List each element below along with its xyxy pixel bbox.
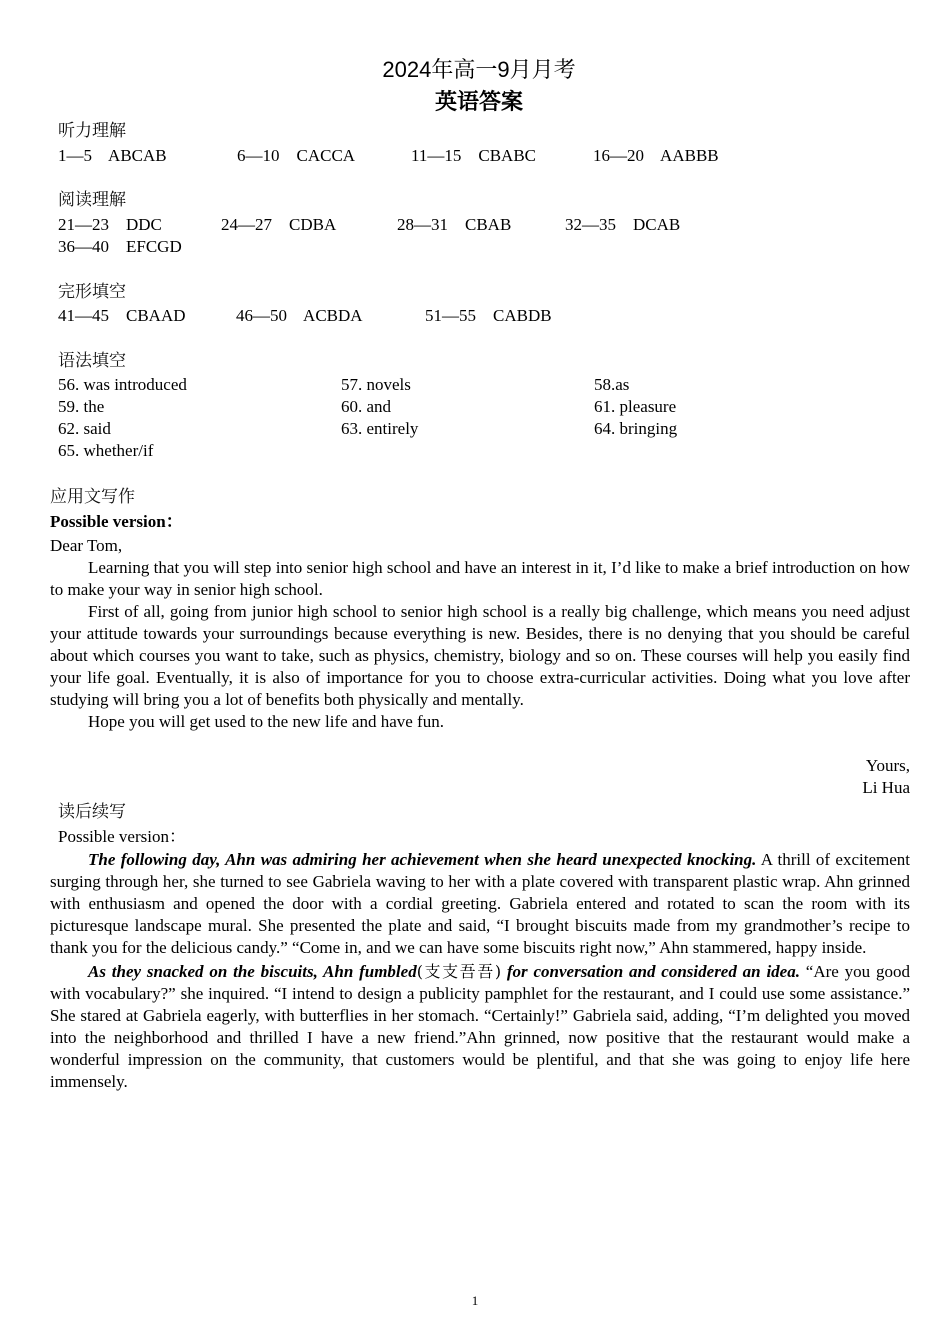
grammar-answer: 60. and (341, 397, 392, 416)
letter-paragraph: Learning that you will step into senior high school and have an interest in it, I’d like to make a brief introduction on how to make your way in senior high school. (50, 558, 910, 599)
section-heading-grammar: 语法填空 (58, 351, 126, 371)
reading-answers-row2 (58, 236, 182, 258)
continuation-version-label: Possible version： (58, 827, 186, 846)
answer-group: 51—55 CABDB (425, 306, 552, 325)
grammar-answer: 61. pleasure (594, 397, 677, 416)
grammar-answer: 63. entirely (341, 419, 419, 438)
letter-greeting: Dear Tom, (50, 536, 123, 555)
answer-group: 36—40 EFCGD (58, 237, 182, 256)
letter-signature: Li Hua (862, 778, 910, 797)
grammar-answer: 57. novels (341, 375, 411, 394)
grammar-answers (58, 374, 794, 462)
answer-group: 6—10 CACCA (237, 146, 356, 165)
grammar-answer: 56. was introduced (58, 375, 187, 394)
grammar-answer: 62. said (58, 419, 111, 438)
answer-group: 41—45 CBAAD (58, 306, 186, 325)
letter-body (50, 557, 910, 733)
grammar-answer: 58.as (594, 375, 630, 394)
chinese-gloss: (支支吾吾) (416, 962, 502, 981)
page-number: 1 (471, 1293, 479, 1308)
paragraph-lead-sentence: The following day, Ahn was admiring her achievement when she heard unexpected knocking. (88, 850, 757, 869)
paragraph-text: “Are you good with vocabulary?” she inquired. “I intend to design a publicity pamphlet for the restaurant, and I could use some assistance.” She stared at Gabriela eagerly, with butterflies in her stomach. “Certainly!” Gabriela said, adding, “I’m delighted you moved into the neighborhood and thrilled I have a new friend.”Ahn grinned, now positive that the restaurant would make a wonderful impression on the community, that customers would be plentiful, and that she was going to enjoy life here immensely. (50, 962, 910, 1091)
answer-group: 24—27 CDBA (221, 215, 337, 234)
section-heading-reading: 阅读理解 (58, 190, 126, 210)
answer-group: 46—50 ACBDA (236, 306, 363, 325)
section-heading-cloze: 完形填空 (58, 282, 126, 302)
paragraph-lead-sentence: for conversation and considered an idea. (501, 962, 800, 981)
reading-answers-row1 (58, 214, 705, 236)
answer-group: 32—35 DCAB (565, 215, 681, 234)
paragraph-lead-sentence: As they snacked on the biscuits, Ahn fumbled (88, 962, 417, 981)
continuation-body (50, 849, 910, 1093)
answer-group: 21—23 DDC (58, 215, 162, 234)
section-heading-continuation: 读后续写 (58, 802, 126, 822)
answer-group: 1—5 ABCAB (58, 146, 167, 165)
letter-paragraph: Hope you will get used to the new life and have fun. (88, 712, 444, 731)
grammar-answer: 59. the (58, 397, 105, 416)
letter-closing: Yours, (865, 756, 910, 775)
grammar-answer: 65. whether/if (58, 441, 154, 460)
paragraph-text: A thrill of excitement surging through her, she turned to see Gabriela waving to her with a plate covered with transparent plastic wrap. Ahn grinned with enthusiasm and opened the door with a cordial greeting. Gabriela entered and rotated to scan the room with its picturesque landscape mural. She presented the plate and said, “I brought biscuits made from my grandmother’s recipe to thank you for the delicious candy.” “Come in, and we can have some biscuits right now,” Ahn stammered, happy inside. (50, 850, 910, 957)
letter-paragraph: First of all, going from junior high school to senior high school is a really big challenge, which means you need adjust your attitude towards your surroundings because everything is new. Besides, there is no denying that you should be careful about which courses you want to take, such as physics, chemistry, biology and so on. These courses will help you easily find your life goal. Eventually, it is also of importance for you to choose extra-curricular activities. Doing what you love after studying will bring you a lot of benefits both physically and mentally. (50, 602, 910, 709)
cloze-answers (58, 305, 585, 327)
section-heading-writing: 应用文写作 (50, 487, 135, 507)
answer-group: 11—15 CBABC (411, 146, 537, 165)
answer-group: 28—31 CBAB (397, 215, 512, 234)
listening-answers (58, 145, 753, 167)
grammar-answer: 64. bringing (594, 419, 678, 438)
page-title: 2024年高一9月月考 (382, 57, 576, 82)
section-heading-listening: 听力理解 (58, 121, 126, 141)
writing-version-label: Possible version： (50, 512, 183, 531)
page-subtitle: 英语答案 (434, 90, 523, 115)
answer-group: 16—20 AABBB (593, 146, 719, 165)
continuation-paragraph (50, 961, 910, 1093)
continuation-paragraph (50, 849, 910, 959)
